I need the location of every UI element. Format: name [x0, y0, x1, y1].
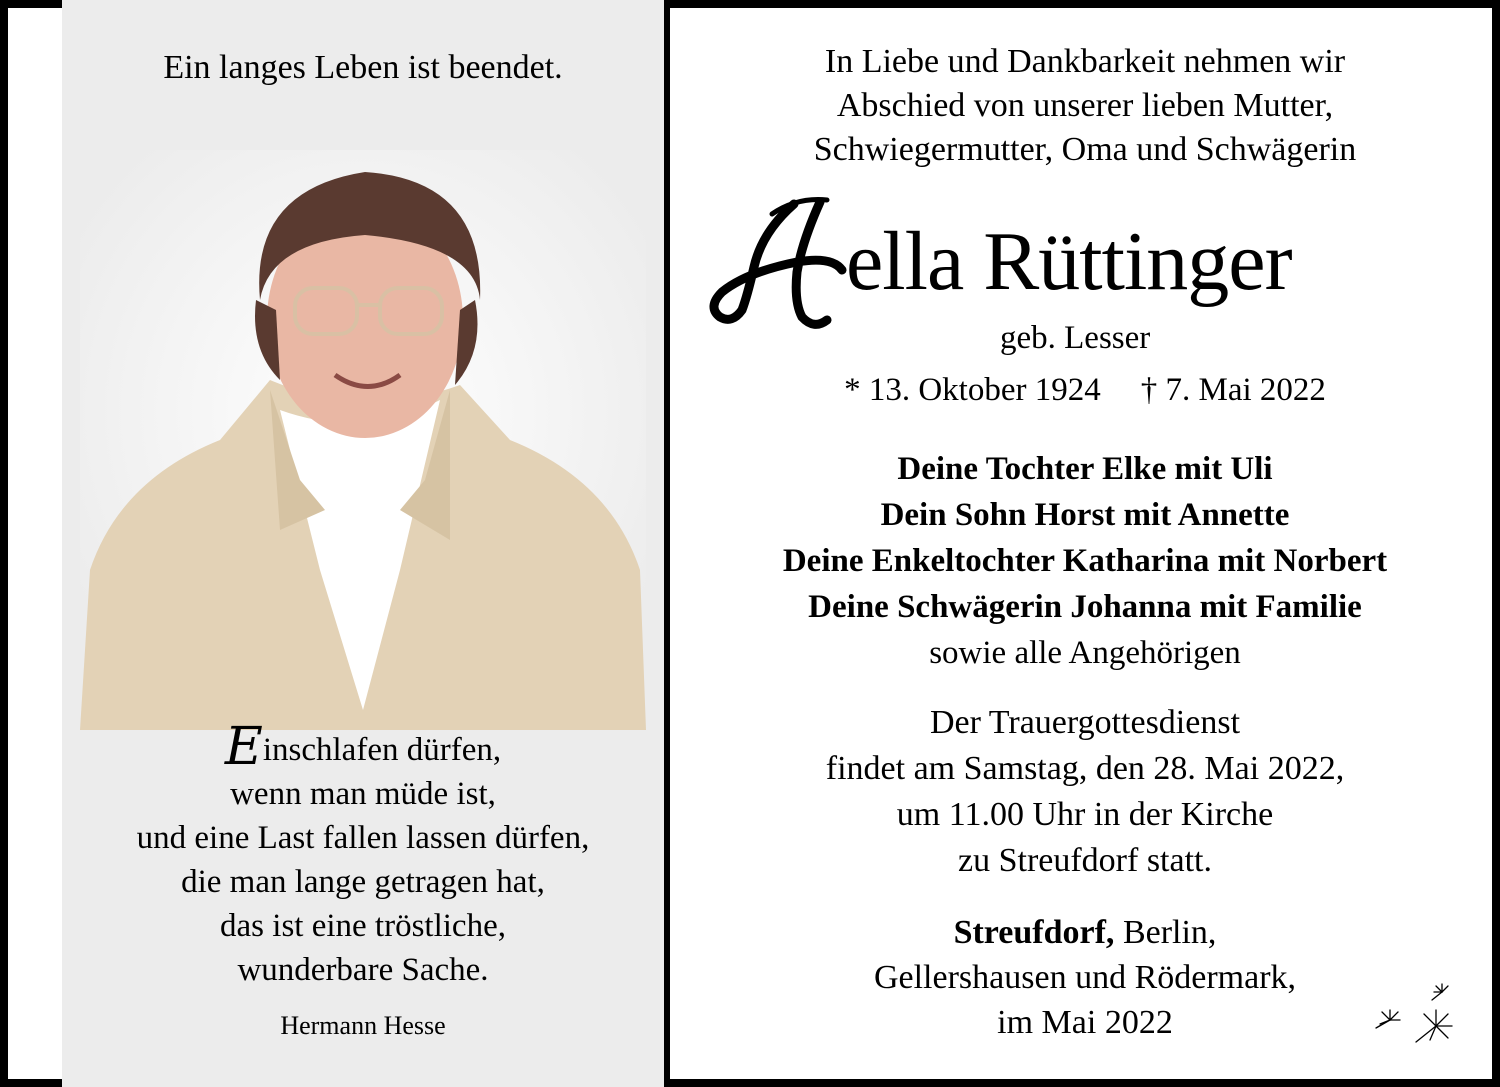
service-line: zu Streufdorf statt.: [958, 842, 1212, 879]
poem-line: wenn man müde ist,: [230, 776, 496, 812]
life-dates: [670, 368, 1500, 412]
intro-line: Schwiegermutter, Oma und Schwägerin: [813, 131, 1357, 168]
poem: [62, 717, 664, 992]
headline: Ein langes Leben ist beendet.: [163, 49, 563, 86]
portrait-photo: [80, 150, 646, 730]
mourners-closing: sowie alle Angehörigen: [929, 635, 1241, 671]
svg-text:H: H: [762, 304, 770, 315]
service-line: um 11.00 Uhr in der Kirche: [896, 796, 1274, 833]
places-first-line: [670, 910, 1500, 955]
poem-line: und eine Last fallen lassen dürfen,: [136, 820, 590, 856]
mourner-line: Dein Sohn Horst mit Annette: [880, 497, 1290, 533]
poem-first-line-text: inschlafen dürfen,: [262, 732, 502, 768]
birth-name: geb. Lesser: [1000, 320, 1151, 356]
dandelion-seeds-icon: [1370, 980, 1460, 1050]
top-border: [670, 0, 1500, 8]
places-line: im Mai 2022: [997, 1004, 1173, 1041]
intro-line: Abschied von unserer lieben Mutter,: [836, 87, 1334, 124]
service-line: findet am Samstag, den 28. Mai 2022,: [825, 750, 1345, 787]
death-date: † 7. Mai 2022: [1140, 372, 1326, 408]
mourner-line: Deine Schwägerin Johanna mit Familie: [808, 589, 1362, 625]
poem-line: das ist eine tröstliche,: [220, 908, 506, 944]
name-initial-script-h: [702, 192, 852, 337]
poem-line: wunderbare Sache.: [237, 952, 489, 988]
places-line: Gellershausen und Rödermark,: [873, 959, 1297, 996]
mourner-line: Deine Tochter Elke mit Uli: [897, 451, 1273, 487]
mourners-list: [670, 446, 1500, 676]
place-rest: Berlin,: [1114, 914, 1217, 951]
intro-text: [670, 40, 1500, 172]
poem-author: Hermann Hesse: [280, 1011, 446, 1040]
poem-decorative-initial: E: [224, 717, 263, 777]
birth-date: * 13. Oktober 1924: [844, 372, 1101, 408]
mourner-line: Deine Enkeltochter Katharina mit Norbert: [782, 543, 1388, 579]
deceased-name: [670, 192, 1500, 337]
intro-line: In Liebe und Dankbarkeit nehmen wir: [824, 43, 1346, 80]
name-text: ella Rüttinger: [846, 215, 1292, 308]
poem-line: die man lange getragen hat,: [181, 864, 545, 900]
poem-first-line: [62, 717, 664, 777]
service-info: [670, 700, 1500, 884]
service-line: Der Trauergottesdienst: [929, 704, 1241, 741]
place-bold: Streufdorf,: [953, 914, 1115, 951]
